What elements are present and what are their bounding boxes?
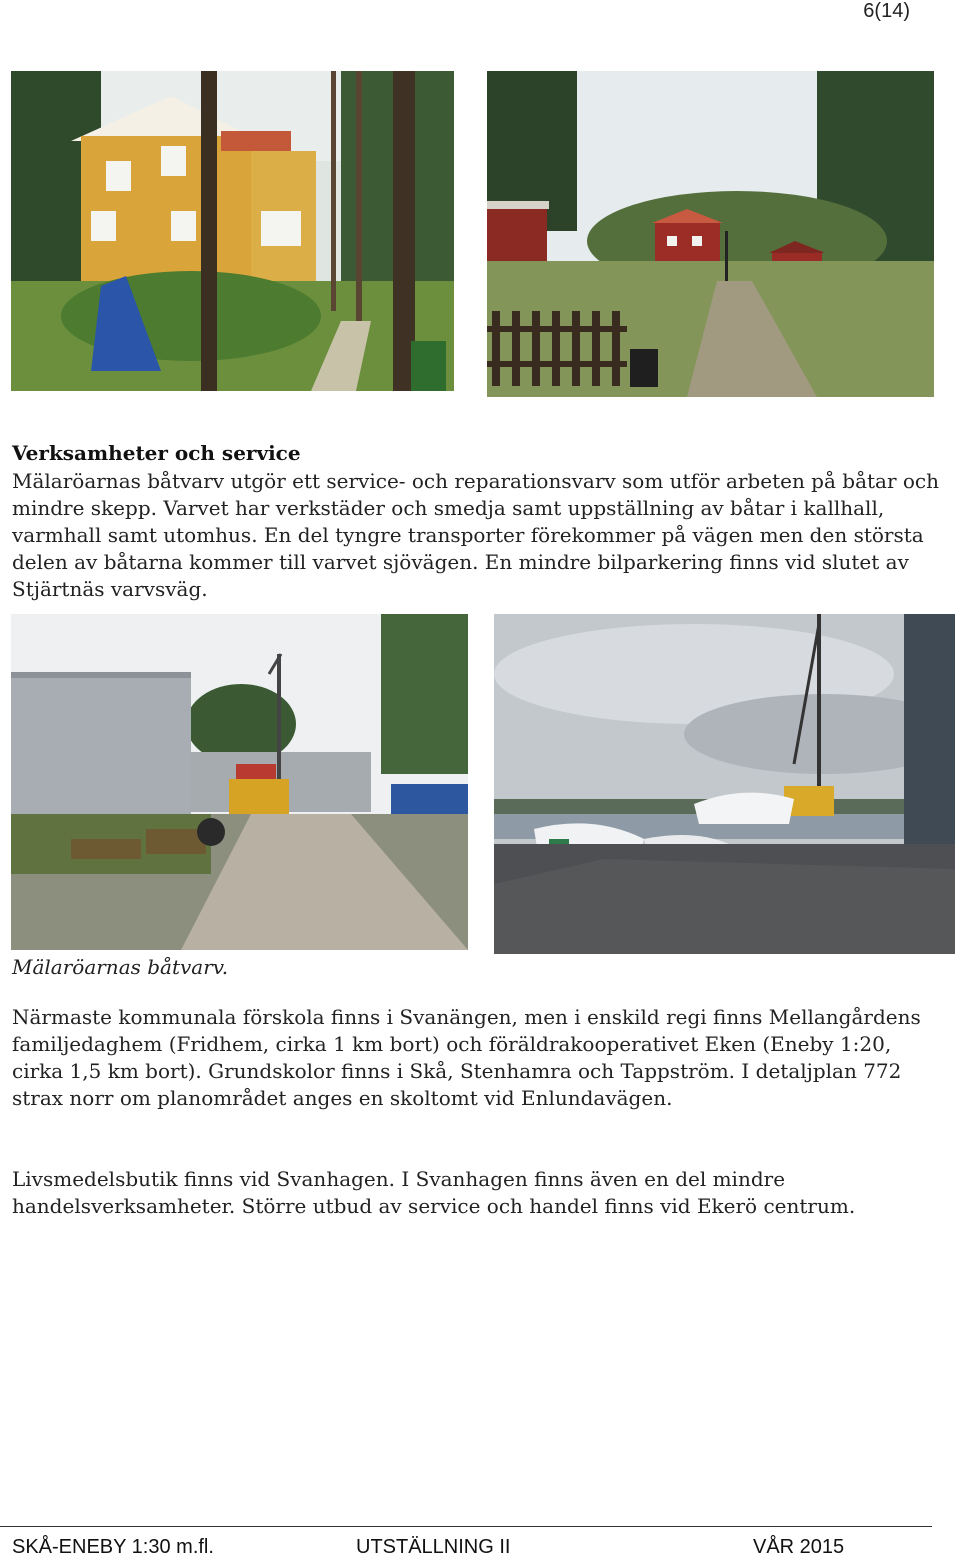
footer-season: VÅR 2015	[753, 1536, 845, 1558]
footer-stage: UTSTÄLLNING II	[356, 1536, 511, 1558]
paragraph-boatyard: Mälaröarnas båtvarv utgör ett service- och reparationsvarv som utför arbeten på båtar och mindre skepp. Varvet har verkstäder och smedja samt uppställning av båtar i kallhall, varmhall samt utomhus. En del tyngre transporter förekommer på vägen men den största delen av båtarna kommer till varvet sjövägen. En mindre bilparkering finns vid slutet av Stjärtnäs varvsväg.	[12, 469, 939, 601]
photo-caption: Mälaröarnas båtvarv.	[12, 955, 229, 979]
page-number: 6(14)	[863, 0, 910, 22]
photo-boats-harbor	[494, 614, 955, 954]
paragraph-shops: Livsmedelsbutik finns vid Svanhagen. I Svanhagen finns även en del mindre handelsverksamheter. Större utbud av service och handel finns vid Ekerö centrum.	[12, 1167, 856, 1218]
photo-yellow-house	[11, 71, 454, 391]
footer-divider	[0, 1526, 932, 1527]
photo-boatyard-road	[11, 614, 468, 950]
footer-plan-name: SKÅ-ENEBY 1:30 m.fl.	[12, 1536, 214, 1558]
section-heading: Verksamheter och service	[12, 441, 301, 465]
paragraph-schools: Närmaste kommunala förskola finns i Svanängen, men i enskild regi finns Mellangårdens familjedaghem (Fridhem, cirka 1 km bort) och föräldrakooperativet Eken (Eneby 1:20, cirka 1,5 km bort). Grundskolor finns i Skå, Stenhamra och Tappström. I detaljplan 772 strax norr om planområdet anges en skoltomt vid Enlundavägen.	[12, 1005, 921, 1110]
photo-red-cottages	[487, 71, 934, 397]
